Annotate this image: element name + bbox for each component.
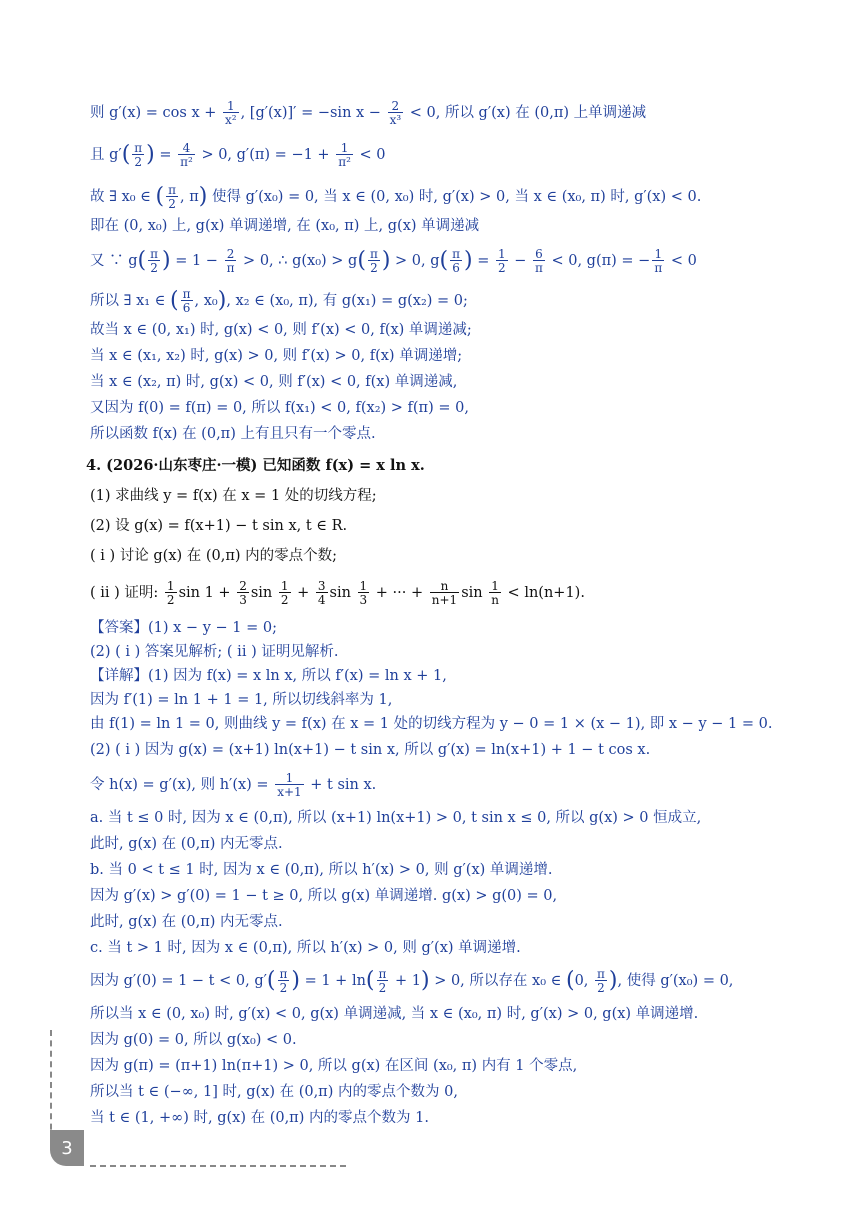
solution-line-15: 因为 g(π) = (π+1) ln(π+1) > 0, 所以 g(x) 在区间 (x₀, π) 内有 1 个零点, xyxy=(90,1058,578,1074)
problem-part-2-i: ( i ) 讨论 g(x) 在 (0,π) 内的零点个数; xyxy=(90,548,338,564)
solution-line-6: a. 当 t ≤ 0 时, 因为 x ∈ (0,π), 所以 (x+1) ln(x+1) > 0, t sin x ≤ 0, 所以 g(x) > 0 恒成立, xyxy=(90,810,702,826)
solution-line-13: 所以当 x ∈ (0, x₀) 时, g′(x) < 0, g(x) 单调递减, 当 x ∈ (x₀, π) 时, g′(x) > 0, g(x) 单调递增. xyxy=(90,1006,699,1022)
solution-line-9: 因为 g′(x) > g′(0) = 1 − t ≥ 0, 所以 g(x) 单调递增. g(x) > g(0) = 0, xyxy=(90,888,558,904)
margin-dashed-line-vertical xyxy=(50,1030,52,1140)
solution-line-12: 因为 g′(0) = 1 − t < 0, g′( $\frac{\pi}{2}$ ) = 1 + ln( $\frac{\pi}{2}$ + 1) > 0, 所以存在 x₀ ∈ (0, $\frac{\pi}{2}$ ), 使得 g′(x₀) = 0, xyxy=(90,967,734,995)
prev-line-4: 即在 (0, x₀) 上, g(x) 单调递增, 在 (x₀, π) 上, g(x) 单调递减 xyxy=(90,218,480,234)
answer-line-1: 【答案】(1) x − y − 1 = 0; xyxy=(90,620,277,636)
answer-line-2: (2) ( i ) 答案见解析; ( ii ) 证明见解析. xyxy=(90,644,339,660)
solution-line-11: c. 当 t > 1 时, 因为 x ∈ (0,π), 所以 h′(x) > 0, 则 g′(x) 单调递增. xyxy=(90,940,521,956)
margin-dashed-line-horizontal xyxy=(90,1165,346,1167)
solution-line-4: (2) ( i ) 因为 g(x) = (x+1) ln(x+1) − t sin x, 所以 g′(x) = ln(x+1) + 1 − t cos x. xyxy=(90,742,651,758)
prev-line-10: 又因为 f(0) = f(π) = 0, 所以 f(x₁) < 0, f(x₂) > f(π) = 0, xyxy=(90,400,469,416)
solution-line-3: 由 f(1) = ln 1 = 0, 则曲线 y = f(x) 在 x = 1 处的切线方程为 y − 0 = 1 × (x − 1), 即 x − y − 1 = 0. xyxy=(90,716,773,732)
problem-part-2: (2) 设 g(x) = f(x+1) − t sin x, t ∈ R. xyxy=(90,518,348,534)
prev-line-8: 当 x ∈ (x₁, x₂) 时, g(x) > 0, 则 f′(x) > 0, f(x) 单调递增; xyxy=(90,348,463,364)
solution-line-7: 此时, g(x) 在 (0,π) 内无零点. xyxy=(90,836,283,852)
solution-line-16: 所以当 t ∈ (−∞, 1] 时, g(x) 在 (0,π) 内的零点个数为 0, xyxy=(90,1084,458,1100)
page-number: 3 xyxy=(50,1130,84,1166)
prev-line-1: 则 g′(x) = cos x + $\frac{1}{\text{x²}}$ , [g′(x)]′ = −sin x − $\frac{2}{\text{x³}}$ < 0, 所以 g′(x) 在 (0,π) 上单调递减 xyxy=(90,99,647,127)
prev-line-7: 故当 x ∈ (0, x₁) 时, g(x) < 0, 则 f′(x) < 0, f(x) 单调递减; xyxy=(90,322,472,338)
prev-line-9: 当 x ∈ (x₂, π) 时, g(x) < 0, 则 f′(x) < 0, f(x) 单调递减, xyxy=(90,374,458,390)
problem-heading: 4. (2026·山东枣庄·一模) 已知函数 f(x) = x ln x. xyxy=(86,457,425,474)
prev-line-5: 又 ∵ g( $\frac{\pi}{2}$ ) = 1 − $\frac{2}{\pi}$ > 0, ∴ g(x₀) > g( $\frac{\pi}{2}$ ) > 0, g( $\frac{\pi}{6}$ ) = $\frac{1}{2}$ − $\frac{6}{\pi}$ < 0, g(π) = − $\frac{1}{\pi}$ < 0 xyxy=(90,247,697,275)
solution-line-17: 当 t ∈ (1, +∞) 时, g(x) 在 (0,π) 内的零点个数为 1. xyxy=(90,1110,429,1126)
problem-part-2-ii: ( ii ) 证明: $\frac{1}{2}$ sin 1 + $\frac{2}{3}$ sin $\frac{1}{2}$ + $\frac{3}{4}$ sin $\frac{1}{3}$ + ··· + $\frac{n}{n+1}$ sin $\frac{1}{n}$ < ln(n+1). xyxy=(90,579,585,607)
solution-line-5: 令 h(x) = g′(x), 则 h′(x) = $\frac{1}{x+1}$ + t sin x. xyxy=(90,771,377,799)
prev-line-6: 所以 ∃ x₁ ∈ ( $\frac{\pi}{6}$ , x₀), x₂ ∈ (x₀, π), 有 g(x₁) = g(x₂) = 0; xyxy=(90,287,468,315)
solution-line-8: b. 当 0 < t ≤ 1 时, 因为 x ∈ (0,π), 所以 h′(x) > 0, 则 g′(x) 单调递增. xyxy=(90,862,553,878)
solution-line-14: 因为 g(0) = 0, 所以 g(x₀) < 0. xyxy=(90,1032,297,1048)
solution-line-1: 【详解】(1) 因为 f(x) = x ln x, 所以 f′(x) = ln x + 1, xyxy=(90,668,447,684)
prev-line-2: 且 g′( $\frac{\pi}{2}$ ) = $\frac{4}{\text{π²}}$ > 0, g′(π) = −1 + $\frac{1}{\text{π²}}$ < 0 xyxy=(90,141,386,169)
problem-part-1: (1) 求曲线 y = f(x) 在 x = 1 处的切线方程; xyxy=(90,488,377,504)
solution-line-2: 因为 f′(1) = ln 1 + 1 = 1, 所以切线斜率为 1, xyxy=(90,692,393,708)
prev-line-3: 故 ∃ x₀ ∈ ( $\frac{\pi}{2}$ , π) 使得 g′(x₀) = 0, 当 x ∈ (0, x₀) 时, g′(x) > 0, 当 x ∈ (x₀, π) 时, g′(x) < 0. xyxy=(90,183,702,211)
solution-line-10: 此时, g(x) 在 (0,π) 内无零点. xyxy=(90,914,283,930)
prev-line-11: 所以函数 f(x) 在 (0,π) 上有且只有一个零点. xyxy=(90,426,376,442)
